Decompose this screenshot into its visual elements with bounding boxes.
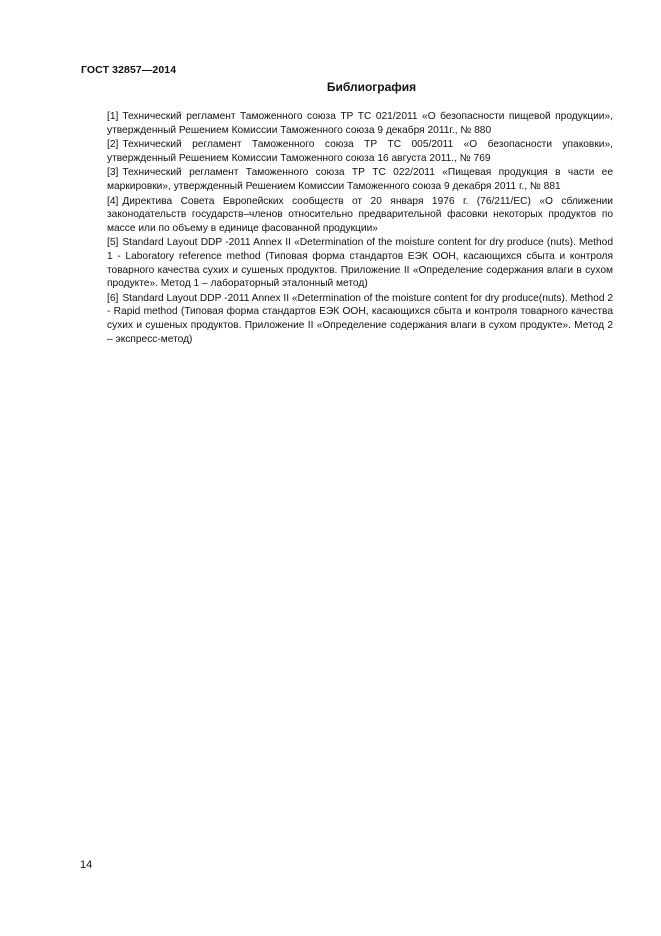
entry-number: [2] bbox=[107, 139, 119, 151]
bibliography-list bbox=[107, 110, 613, 347]
bibliography-entry bbox=[107, 195, 613, 236]
entry-text: Технический регламент Таможенного союза ТР ТС 005/2011 «О безопасности упаковки», утвержденный Решением Комиссии Таможенного союза 16 августа 2011., № 769 bbox=[107, 139, 613, 164]
entry-number: [4] bbox=[107, 195, 119, 207]
entry-number: [3] bbox=[107, 167, 119, 179]
entry-text: Технический регламент Таможенного союза ТР ТС 022/2011 «Пищевая продукция в части ее маркировки», утвержденный Решением Комиссии Таможенного союза 9 декабря 2011 г., № 881 bbox=[107, 167, 613, 192]
bibliography-entry bbox=[107, 292, 613, 346]
bibliography-entry bbox=[107, 236, 613, 290]
entry-text: Standard Layout DDP -2011 Annex II «Determination of the moisture content for dry produce(nuts). Method 2 - Rapid method (Типовая форма стандартов ЕЭК ООН, касающихся сбыта и контроля товарного качества сухих и сушеных продуктов. Приложение II «Определение содержания влаги в сухом продукте». Метод 2 – экспресс-метод) bbox=[107, 292, 613, 345]
entry-number: [5] bbox=[107, 237, 119, 249]
page-title: Библиография bbox=[326, 80, 417, 94]
entry-text: Технический регламент Таможенного союза ТР ТС 021/2011 «О безопасности пищевой продукции», утвержденный Решением Комиссии Таможенного союза 9 декабря 2011г., № 880 bbox=[107, 111, 613, 136]
bibliography-entry bbox=[107, 138, 613, 165]
entry-number: [6] bbox=[107, 292, 119, 304]
bibliography-entry bbox=[107, 110, 613, 137]
entry-text: Директива Совета Европейских сообществ от 20 января 1976 г. (76/211/ЕС) «О сближении законодательств государств–членов относительно предварительной фасовки некоторых продуктов по массе или по объему в единице фасованной продукции» bbox=[107, 195, 613, 234]
page-number: 14 bbox=[80, 859, 93, 871]
entry-text: Standard Layout DDP -2011 Annex II «Determination of the moisture content for dry produce (nuts). Method 1 - Laboratory reference method (Типовая форма стандартов ЕЭК ООН, касающихся сбыта и контроля товарного качества сухих и сушеных продуктов. Приложение II «Определение содержания влаги в сухом продукте». Метод 1 – лабораторный эталонный метод) bbox=[107, 237, 613, 290]
bibliography-entry bbox=[107, 166, 613, 193]
entry-number: [1] bbox=[107, 111, 119, 122]
document-code-header: ГОСТ 32857—2014 bbox=[81, 64, 177, 76]
